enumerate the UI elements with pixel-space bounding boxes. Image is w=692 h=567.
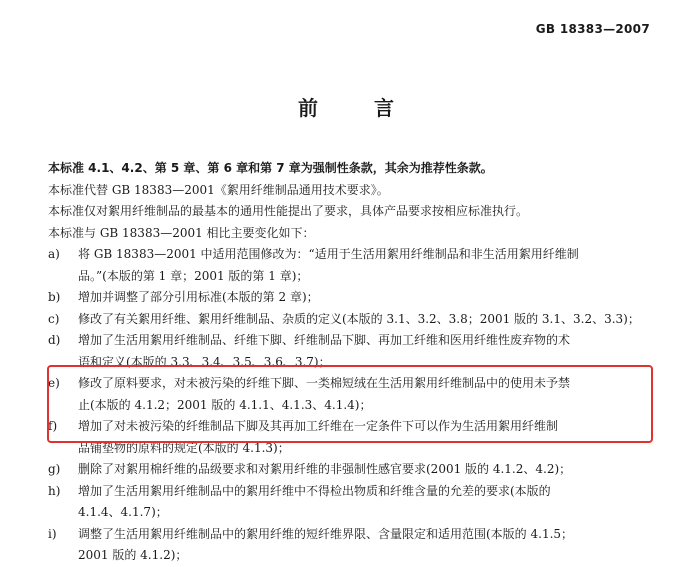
list-item-marker: h): [48, 483, 61, 498]
list-item-line: 删除了对絮用棉纤维的品级要求和对絮用纤维的非强制性感官要求(2001 版的 4.1.2、4.2)；: [78, 462, 572, 476]
list-item-line: 调整了生活用絮用纤维制品中的絮用纤维的短纤维界限、含量限定和适用范围(本版的 4.1.5；: [78, 526, 574, 541]
list-item-marker: e): [48, 376, 60, 390]
list-item-line: 增加了生活用絮用纤维制品中的絮用纤维中不得检出物质和纤维含量的允差的要求(本版的: [78, 483, 551, 498]
paragraph: 本标准与 GB 18383—2001 相比主要变化如下：: [48, 225, 315, 240]
list-item: [48, 244, 660, 287]
list-item-marker: f): [48, 419, 58, 433]
list-item-line: 止(本版的 4.1.2；2001 版的 4.1.1、4.1.3、4.1.4)；: [78, 397, 372, 412]
document-body: [48, 158, 660, 567]
list-item-marker: c): [48, 311, 60, 326]
intro-paragraphs: [48, 158, 660, 244]
list-item: [48, 459, 660, 481]
list-item: [48, 481, 660, 524]
list-item-line: 增加了对未被污染的纤维制品下脚及其再加工纤维在一定条件下可以作为生活用絮用纤维制: [78, 419, 559, 433]
red-highlight-box: [47, 365, 653, 443]
list-item-marker: d): [48, 333, 61, 347]
list-item-line: 4.1.4、4.1.7)；: [78, 505, 168, 519]
list-item: [48, 287, 660, 309]
list-item-line: 修改了原料要求，对未被污染的纤维下脚、一类棉短绒在生活用絮用纤维制品中的使用未予禁: [78, 376, 571, 390]
paragraph: 本标准仅对絮用纤维制品的最基本的通用性能提出了要求，具体产品要求按相应标准执行。: [48, 204, 529, 218]
list-item: [48, 524, 660, 567]
list-item-line: 增加了生活用絮用纤维制品、纤维下脚、纤维制品下脚、再加工纤维和医用纤维性废弃物的术: [78, 333, 571, 347]
list-item: [48, 309, 660, 331]
list-item-marker: i): [48, 526, 57, 541]
list-item-line: 2001 版的 4.1.2)；: [78, 548, 188, 562]
list-item-line: 修改了有关絮用纤维、絮用纤维制品、杂质的定义(本版的 3.1、3.2、3.8；2001 版的 3.1、3.2、3.3)；: [78, 311, 640, 326]
list-item-marker: b): [48, 290, 61, 304]
list-item-line: 将 GB 18383—2001 中适用范围修改为：“适用于生活用絮用纤维制品和非生活用絮用纤维制: [78, 247, 579, 261]
list-item-line: 增加并调整了部分引用标准(本版的第 2 章)；: [78, 290, 319, 304]
list-item-marker: g): [48, 462, 61, 476]
list-item-line: 品。”(本版的第 1 章；2001 版的第 1 章)；: [78, 268, 309, 283]
paragraph: 本标准 4.1、4.2、第 5 章、第 6 章和第 7 章为强制性条款，其余为推荐性条款。: [48, 161, 493, 175]
list-item-line: 语和定义(本版的 3.3、3.4、3.5、3.6、3.7)；: [78, 354, 331, 369]
page-title: 前言: [298, 96, 450, 120]
list-item-line: 品铺垫物的原料的规定(本版的 4.1.3)；: [78, 440, 290, 455]
standard-code: GB 18383—2007: [535, 22, 650, 36]
paragraph: 本标准代替 GB 18383—2001《絮用纤维制品通用技术要求》。: [48, 182, 389, 197]
list-item-marker: a): [48, 247, 60, 261]
